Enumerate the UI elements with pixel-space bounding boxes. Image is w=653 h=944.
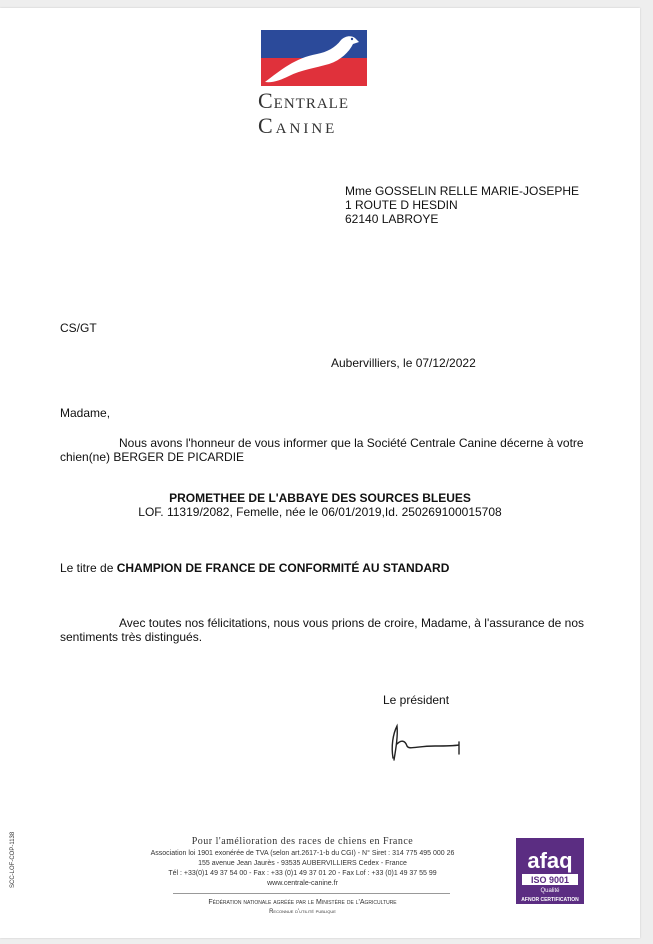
signature bbox=[385, 716, 465, 766]
place-date: Aubervilliers, le 07/12/2022 bbox=[331, 356, 476, 370]
footer-line1: Association loi 1901 exonérée de TVA (selon art.2617-1-b du CGI) - N° Siret : 314 775 495 000 26 bbox=[150, 850, 455, 857]
closing-line1: Avec toutes nos félicitations, nous vous prions de croire, Madame, à l'assurance de nos bbox=[119, 616, 584, 630]
recipient-street: 1 ROUTE D HESDIN bbox=[345, 198, 458, 212]
footer-line3: Tél : +33(0)1 49 37 54 00 - Fax : +33 (0)1 49 37 01 20 - Fax Lof : +33 (0)1 49 37 55 99 bbox=[168, 870, 437, 877]
footer-website[interactable]: www.centrale-canine.fr bbox=[267, 880, 338, 887]
recipient-city: 62140 LABROYE bbox=[345, 212, 439, 226]
brand-text-canine: Canine bbox=[258, 113, 338, 138]
afaq-certifier-text: AFNOR CERTIFICATION bbox=[521, 897, 579, 903]
brand-name-line1 bbox=[258, 90, 388, 112]
footer-recognition: Reconnue d'utilité publique bbox=[269, 909, 336, 915]
dog-name: PROMETHEE DE L'ABBAYE DES SOURCES BLEUES bbox=[169, 491, 471, 505]
footer-divider bbox=[173, 893, 450, 894]
letter-page bbox=[0, 8, 640, 938]
brand-name-line2 bbox=[258, 115, 388, 137]
footer-federation: Fédération nationale agréée par le Ministère de l'Agriculture bbox=[208, 899, 397, 906]
afaq-standard-text: ISO 9001 bbox=[530, 875, 570, 885]
centrale-canine-logo bbox=[261, 30, 367, 86]
dog-emblem-icon bbox=[261, 30, 367, 86]
recipient-name: Mme GOSSELIN RELLE MARIE-JOSEPHE bbox=[345, 184, 580, 198]
reference: CS/GT bbox=[60, 321, 97, 335]
dog-details: LOF. 11319/2082, Femelle, née le 06/01/2019,Id. 250269100015708 bbox=[138, 505, 502, 519]
intro-line2: chien(ne) BERGER DE PICARDIE bbox=[60, 450, 245, 464]
footer-heading: Pour l'amélioration des races de chiens en France bbox=[191, 836, 414, 847]
footer-line2: 155 avenue Jean Jaurès - 93535 AUBERVILLIERS Cedex - France bbox=[198, 860, 407, 867]
handwritten-signature-icon bbox=[385, 716, 465, 766]
afaq-logo-icon bbox=[516, 838, 584, 904]
salutation: Madame, bbox=[60, 406, 111, 420]
afaq-brand-text: afaq bbox=[527, 848, 573, 873]
intro-line1: Nous avons l'honneur de vous informer que la Société Centrale Canine décerne à votre bbox=[119, 436, 584, 450]
brand-text-centrale: Centrale bbox=[258, 88, 349, 113]
afaq-iso-badge bbox=[516, 838, 584, 904]
title-value: CHAMPION DE FRANCE DE CONFORMITÉ AU STANDARD bbox=[116, 561, 450, 575]
signatory: Le président bbox=[383, 693, 450, 707]
title-line bbox=[60, 561, 449, 576]
afaq-quality-text: Qualité bbox=[540, 888, 560, 894]
form-code: SCC-LOF-COP-1138 bbox=[10, 831, 16, 888]
closing-line2: sentiments très distingués. bbox=[60, 630, 203, 644]
title-prefix: Le titre de bbox=[60, 561, 117, 575]
